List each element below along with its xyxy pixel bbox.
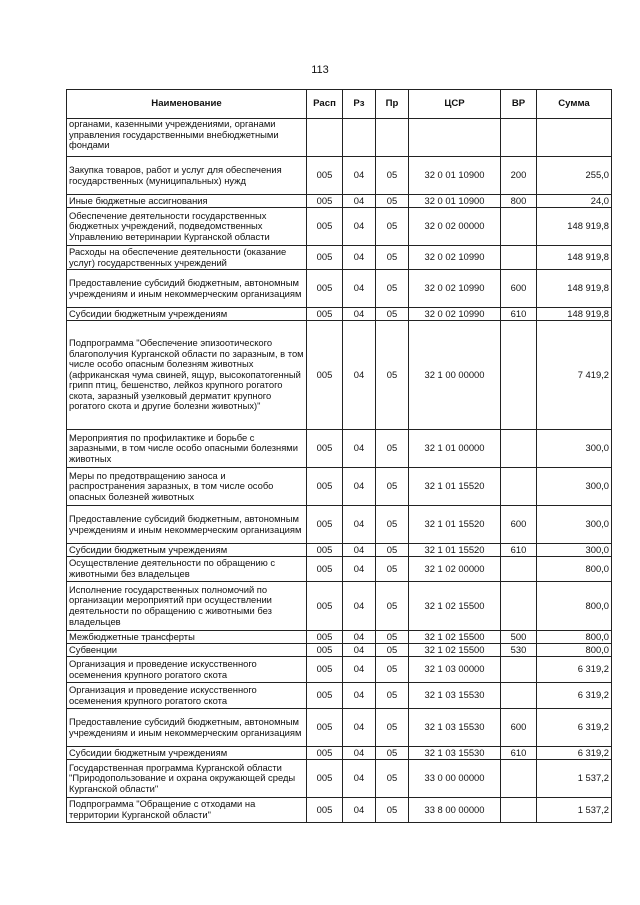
cell-csr: 32 1 01 00000 xyxy=(409,430,501,468)
cell-sum: 1 537,2 xyxy=(537,760,612,798)
cell-csr: 32 1 01 15520 xyxy=(409,468,501,506)
table-row xyxy=(67,709,612,747)
cell-rz xyxy=(343,119,376,157)
cell-rz: 04 xyxy=(343,246,376,270)
cell-sum xyxy=(537,119,612,157)
cell-csr: 32 0 01 10900 xyxy=(409,195,501,208)
cell-name: Исполнение государственных полномочий по организации мероприятий при осуществлении деятельности по обращению с животными без владельцев xyxy=(67,582,307,631)
cell-name: Предоставление субсидий бюджетным, автономным учреждениям и иным некоммерческим организациям xyxy=(67,270,307,308)
table-row xyxy=(67,506,612,544)
column-header-rasp: Расп xyxy=(307,90,343,119)
cell-pr: 05 xyxy=(376,644,409,657)
table-row xyxy=(67,468,612,506)
cell-csr: 32 1 02 00000 xyxy=(409,557,501,582)
cell-pr: 05 xyxy=(376,195,409,208)
cell-sum: 255,0 xyxy=(537,157,612,195)
cell-pr: 05 xyxy=(376,798,409,823)
cell-csr: 32 1 03 00000 xyxy=(409,657,501,683)
cell-rasp: 005 xyxy=(307,544,343,557)
cell-sum: 800,0 xyxy=(537,644,612,657)
page-number: 113 xyxy=(311,64,329,76)
cell-csr: 32 1 03 15530 xyxy=(409,709,501,747)
cell-rasp: 005 xyxy=(307,430,343,468)
cell-sum: 148 919,8 xyxy=(537,246,612,270)
cell-sum: 800,0 xyxy=(537,631,612,644)
table-row xyxy=(67,208,612,246)
table-row xyxy=(67,544,612,557)
cell-name: Предоставление субсидий бюджетным, автономным учреждениям и иным некоммерческим организациям xyxy=(67,709,307,747)
cell-name: Субвенции xyxy=(67,644,307,657)
cell-vr: 610 xyxy=(501,308,537,321)
cell-pr: 05 xyxy=(376,557,409,582)
cell-vr: 610 xyxy=(501,747,537,760)
cell-rz: 04 xyxy=(343,557,376,582)
table-row xyxy=(67,683,612,709)
cell-pr: 05 xyxy=(376,709,409,747)
cell-vr xyxy=(501,582,537,631)
cell-name: Обеспечение деятельности государственных бюджетных учреждений, подведомственных Управлению ветеринарии Курганской области xyxy=(67,208,307,246)
cell-sum: 300,0 xyxy=(537,506,612,544)
cell-vr: 600 xyxy=(501,709,537,747)
cell-name: Расходы на обеспечение деятельности (оказание услуг) государственных учреждений xyxy=(67,246,307,270)
cell-csr: 32 1 02 15500 xyxy=(409,644,501,657)
cell-rasp: 005 xyxy=(307,506,343,544)
cell-csr: 32 0 02 00000 xyxy=(409,208,501,246)
column-header-vr: ВР xyxy=(501,90,537,119)
cell-name: Субсидии бюджетным учреждениям xyxy=(67,308,307,321)
column-header-pr: Пр xyxy=(376,90,409,119)
cell-vr xyxy=(501,557,537,582)
cell-rasp: 005 xyxy=(307,270,343,308)
cell-pr: 05 xyxy=(376,683,409,709)
cell-csr: 32 0 01 10900 xyxy=(409,157,501,195)
cell-name: Осуществление деятельности по обращению с животными без владельцев xyxy=(67,557,307,582)
cell-rz: 04 xyxy=(343,157,376,195)
cell-rz: 04 xyxy=(343,798,376,823)
cell-csr: 32 0 02 10990 xyxy=(409,246,501,270)
cell-csr: 32 1 01 15520 xyxy=(409,544,501,557)
table-row xyxy=(67,747,612,760)
cell-rasp xyxy=(307,119,343,157)
table-row xyxy=(67,760,612,798)
cell-rasp: 005 xyxy=(307,246,343,270)
cell-pr: 05 xyxy=(376,321,409,430)
cell-sum: 6 319,2 xyxy=(537,709,612,747)
cell-vr: 200 xyxy=(501,157,537,195)
column-header-sum: Сумма xyxy=(537,90,612,119)
cell-rasp: 005 xyxy=(307,557,343,582)
cell-rz: 04 xyxy=(343,506,376,544)
cell-pr: 05 xyxy=(376,430,409,468)
table-header xyxy=(67,90,612,119)
cell-rz: 04 xyxy=(343,747,376,760)
cell-rz: 04 xyxy=(343,544,376,557)
cell-vr: 600 xyxy=(501,270,537,308)
table-row xyxy=(67,582,612,631)
cell-rz: 04 xyxy=(343,683,376,709)
cell-name: Государственная программа Курганской области "Природопользование и охрана окружающей среды Курганской области" xyxy=(67,760,307,798)
cell-pr: 05 xyxy=(376,657,409,683)
cell-rasp: 005 xyxy=(307,582,343,631)
cell-rz: 04 xyxy=(343,644,376,657)
cell-name: Межбюджетные трансферты xyxy=(67,631,307,644)
cell-rasp: 005 xyxy=(307,709,343,747)
table-row xyxy=(67,308,612,321)
cell-sum: 300,0 xyxy=(537,430,612,468)
cell-vr: 800 xyxy=(501,195,537,208)
cell-pr: 05 xyxy=(376,760,409,798)
cell-rasp: 005 xyxy=(307,321,343,430)
cell-csr: 33 8 00 00000 xyxy=(409,798,501,823)
cell-vr xyxy=(501,468,537,506)
cell-name: Иные бюджетные ассигнования xyxy=(67,195,307,208)
cell-csr: 32 1 02 15500 xyxy=(409,582,501,631)
table-row xyxy=(67,430,612,468)
cell-name: Организация и проведение искусственного осеменения крупного рогатого скота xyxy=(67,683,307,709)
cell-vr xyxy=(501,798,537,823)
cell-name: Меры по предотвращению заноса и распространения заразных, в том числе особо опасных болезней животных xyxy=(67,468,307,506)
column-header-name: Наименование xyxy=(67,90,307,119)
table-row xyxy=(67,798,612,823)
cell-name: Субсидии бюджетным учреждениям xyxy=(67,544,307,557)
cell-pr: 05 xyxy=(376,747,409,760)
cell-sum: 6 319,2 xyxy=(537,657,612,683)
cell-sum: 1 537,2 xyxy=(537,798,612,823)
cell-rasp: 005 xyxy=(307,195,343,208)
cell-csr: 32 1 03 15530 xyxy=(409,747,501,760)
cell-rasp: 005 xyxy=(307,157,343,195)
table-body xyxy=(67,119,612,823)
cell-csr: 32 1 01 15520 xyxy=(409,506,501,544)
cell-sum: 148 919,8 xyxy=(537,270,612,308)
cell-sum: 800,0 xyxy=(537,557,612,582)
cell-name: Подпрограмма "Обращение с отходами на территории Курганской области" xyxy=(67,798,307,823)
cell-rz: 04 xyxy=(343,270,376,308)
cell-csr: 32 1 00 00000 xyxy=(409,321,501,430)
cell-pr: 05 xyxy=(376,246,409,270)
header-row xyxy=(67,90,612,119)
cell-sum: 24,0 xyxy=(537,195,612,208)
cell-vr: 530 xyxy=(501,644,537,657)
cell-sum: 800,0 xyxy=(537,582,612,631)
cell-rasp: 005 xyxy=(307,644,343,657)
cell-rz: 04 xyxy=(343,582,376,631)
cell-rasp: 005 xyxy=(307,208,343,246)
cell-pr: 05 xyxy=(376,157,409,195)
cell-pr: 05 xyxy=(376,308,409,321)
cell-rasp: 005 xyxy=(307,631,343,644)
cell-vr xyxy=(501,657,537,683)
cell-pr: 05 xyxy=(376,506,409,544)
cell-name: органами, казенными учреждениями, органами управления государственными внебюджетными фондами xyxy=(67,119,307,157)
table-row xyxy=(67,631,612,644)
table-row xyxy=(67,195,612,208)
cell-name: Подпрограмма "Обеспечение эпизоотического благополучия Курганской области по заразным, в том числе особо опасным болезням животных (африканская чума свиней, ящур, высокопатогенный грипп птиц, бешенство, лейкоз крупного рогатого скота, заразный узелковый дерматит крупного рогатого скота и другие болезни животных)" xyxy=(67,321,307,430)
cell-rz: 04 xyxy=(343,657,376,683)
column-header-csr: ЦСР xyxy=(409,90,501,119)
cell-rz: 04 xyxy=(343,195,376,208)
cell-pr xyxy=(376,119,409,157)
cell-sum: 6 319,2 xyxy=(537,747,612,760)
cell-vr xyxy=(501,208,537,246)
cell-csr: 32 1 03 15530 xyxy=(409,683,501,709)
cell-vr xyxy=(501,119,537,157)
table-row xyxy=(67,657,612,683)
cell-rasp: 005 xyxy=(307,760,343,798)
cell-sum: 6 319,2 xyxy=(537,683,612,709)
cell-name: Мероприятия по профилактике и борьбе с заразными, в том числе особо опасными болезнями животных xyxy=(67,430,307,468)
cell-pr: 05 xyxy=(376,582,409,631)
cell-vr xyxy=(501,683,537,709)
cell-rasp: 005 xyxy=(307,308,343,321)
table-row xyxy=(67,119,612,157)
cell-vr xyxy=(501,246,537,270)
cell-vr: 500 xyxy=(501,631,537,644)
cell-sum: 300,0 xyxy=(537,468,612,506)
table-row xyxy=(67,644,612,657)
cell-rz: 04 xyxy=(343,321,376,430)
table-row xyxy=(67,157,612,195)
cell-rasp: 005 xyxy=(307,683,343,709)
cell-rasp: 005 xyxy=(307,747,343,760)
cell-rz: 04 xyxy=(343,760,376,798)
cell-rz: 04 xyxy=(343,631,376,644)
cell-csr: 33 0 00 00000 xyxy=(409,760,501,798)
table-row xyxy=(67,246,612,270)
cell-csr: 32 1 02 15500 xyxy=(409,631,501,644)
cell-rasp: 005 xyxy=(307,468,343,506)
table-row xyxy=(67,270,612,308)
cell-vr xyxy=(501,430,537,468)
cell-rz: 04 xyxy=(343,468,376,506)
cell-csr: 32 0 02 10990 xyxy=(409,270,501,308)
cell-name: Предоставление субсидий бюджетным, автономным учреждениям и иным некоммерческим организациям xyxy=(67,506,307,544)
cell-pr: 05 xyxy=(376,544,409,557)
cell-sum: 300,0 xyxy=(537,544,612,557)
cell-sum: 148 919,8 xyxy=(537,208,612,246)
cell-vr: 610 xyxy=(501,544,537,557)
cell-rz: 04 xyxy=(343,308,376,321)
cell-rz: 04 xyxy=(343,430,376,468)
cell-pr: 05 xyxy=(376,631,409,644)
cell-name: Закупка товаров, работ и услуг для обеспечения государственных (муниципальных) нужд xyxy=(67,157,307,195)
cell-rz: 04 xyxy=(343,709,376,747)
cell-sum: 148 919,8 xyxy=(537,308,612,321)
cell-name: Субсидии бюджетным учреждениям xyxy=(67,747,307,760)
cell-rasp: 005 xyxy=(307,798,343,823)
cell-vr xyxy=(501,321,537,430)
table-row xyxy=(67,321,612,430)
cell-pr: 05 xyxy=(376,270,409,308)
cell-rz: 04 xyxy=(343,208,376,246)
cell-vr: 600 xyxy=(501,506,537,544)
column-header-rz: Рз xyxy=(343,90,376,119)
cell-csr: 32 0 02 10990 xyxy=(409,308,501,321)
cell-pr: 05 xyxy=(376,468,409,506)
budget-table xyxy=(66,89,612,823)
cell-pr: 05 xyxy=(376,208,409,246)
cell-sum: 7 419,2 xyxy=(537,321,612,430)
table-row xyxy=(67,557,612,582)
cell-name: Организация и проведение искусственного осеменения крупного рогатого скота xyxy=(67,657,307,683)
cell-csr xyxy=(409,119,501,157)
cell-vr xyxy=(501,760,537,798)
cell-rasp: 005 xyxy=(307,657,343,683)
